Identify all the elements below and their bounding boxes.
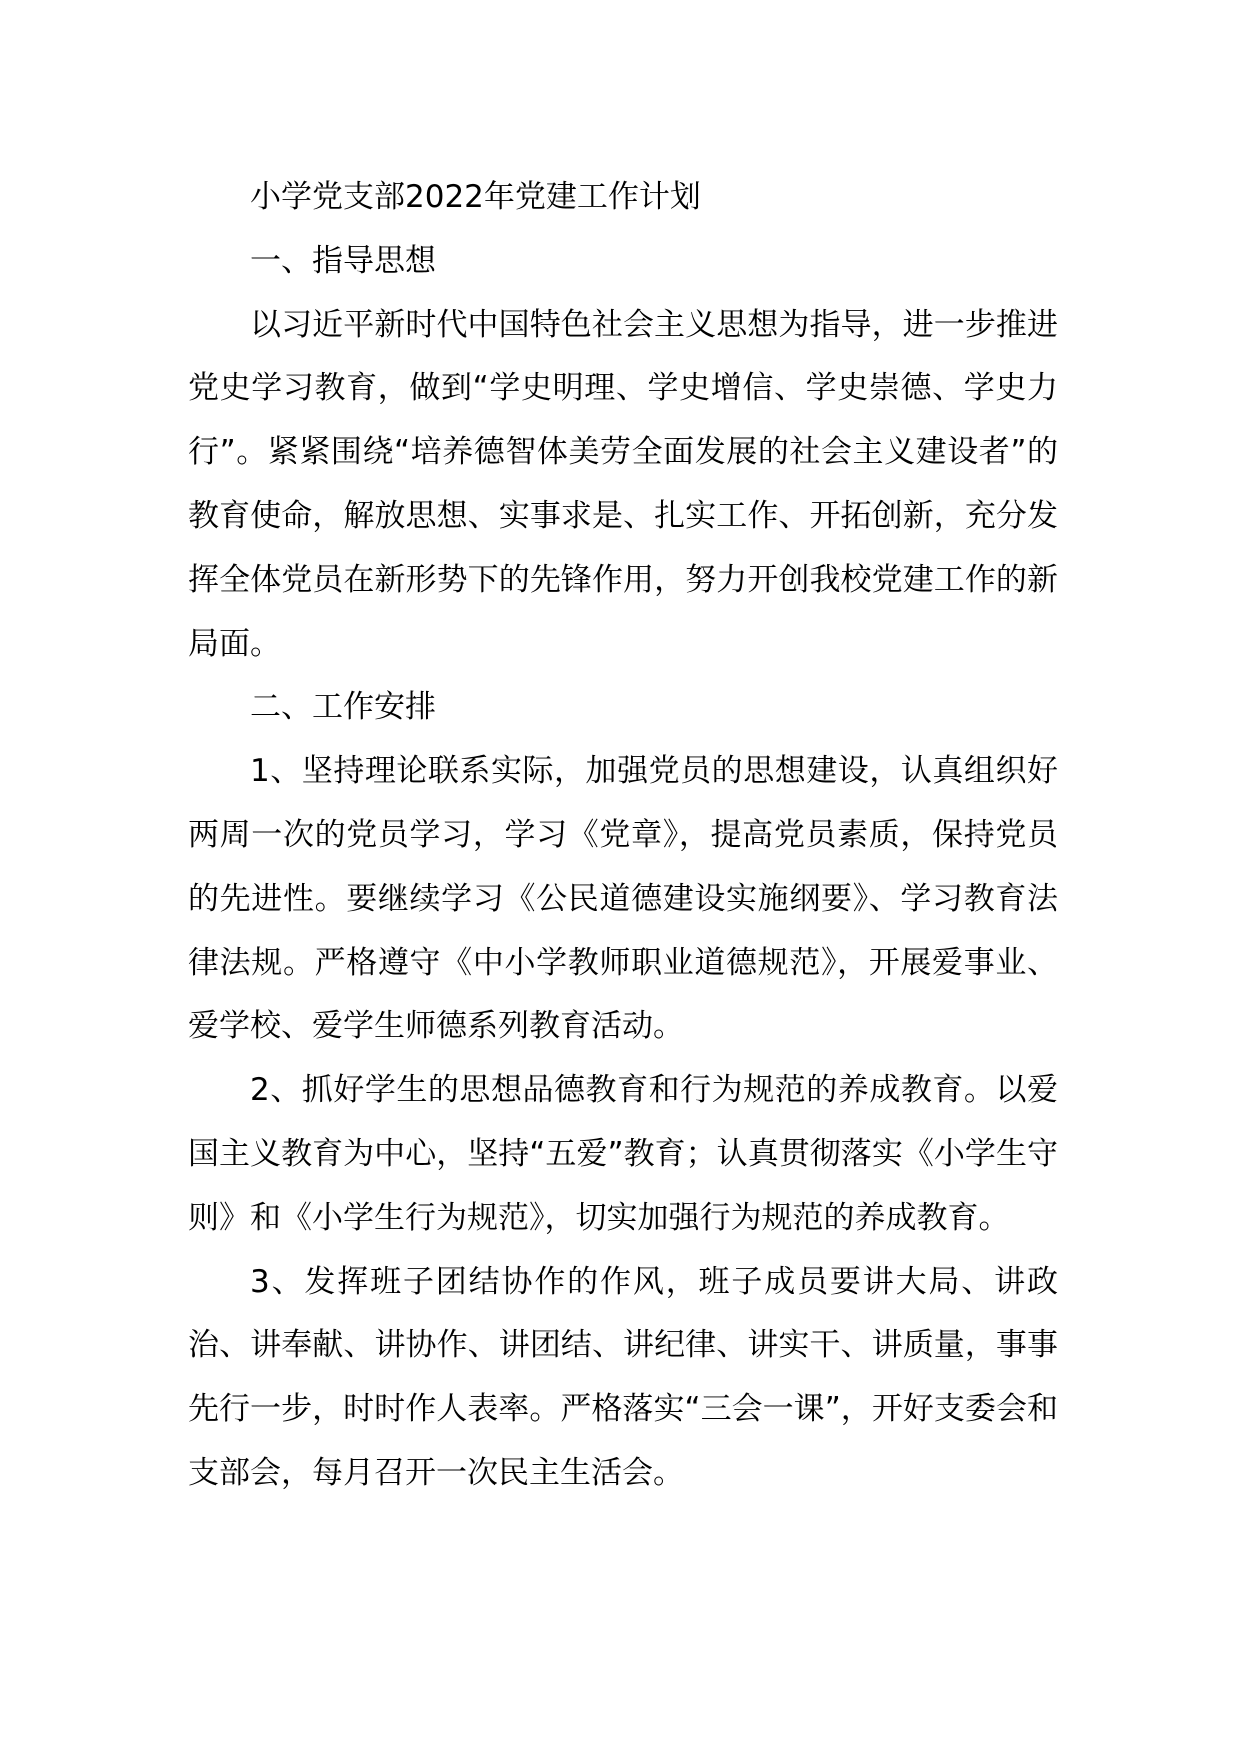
work-item-3: 3、发挥班子团结协作的作风，班子成员要讲大局、讲政治、讲奉献、讲协作、讲团结、讲纪律、讲实干、讲质量，事事先行一步，时时作人表率。严格落实“三会一课”，开好支委会和支部会，每月召开一次民主生活会。 <box>188 1263 1058 1491</box>
section-heading-work-arrangement: 二、工作安排 <box>250 689 436 726</box>
document-title: 小学党支部2022年党建工作计划 <box>250 179 701 215</box>
work-item-2: 2、抓好学生的思想品德教育和行为规范的养成教育。以爱国主义教育为中心，坚持“五爱”教育；认真贯彻落实《小学生守则》和《小学生行为规范》，切实加强行为规范的养成教育。 <box>188 1072 1058 1236</box>
work-item-1: 1、坚持理论联系实际，加强党员的思想建设，认真组织好两周一次的党员学习，学习《党章》，提高党员素质，保持党员的先进性。要继续学习《公民道德建设实施纲要》、学习教育法律法规。严格遵守《中小学教师职业道德规范》，开展爱事业、爱学校、爱学生师德系列教育活动。 <box>188 753 1058 1045</box>
document-body <box>188 166 1058 1506</box>
paragraph-guiding-ideology: 以习近平新时代中国特色社会主义思想为指导，进一步推进党史学习教育，做到“学史明理、学史增信、学史崇德、学史力行”。紧紧围绕“培养德智体美劳全面发展的社会主义建设者”的教育使命，解放思想、实事求是、扎实工作、开拓创新，充分发挥全体党员在新形势下的先锋作用，努力开创我校党建工作的新局面。 <box>188 306 1058 662</box>
section-heading-guiding-ideology: 一、指导思想 <box>250 242 436 279</box>
